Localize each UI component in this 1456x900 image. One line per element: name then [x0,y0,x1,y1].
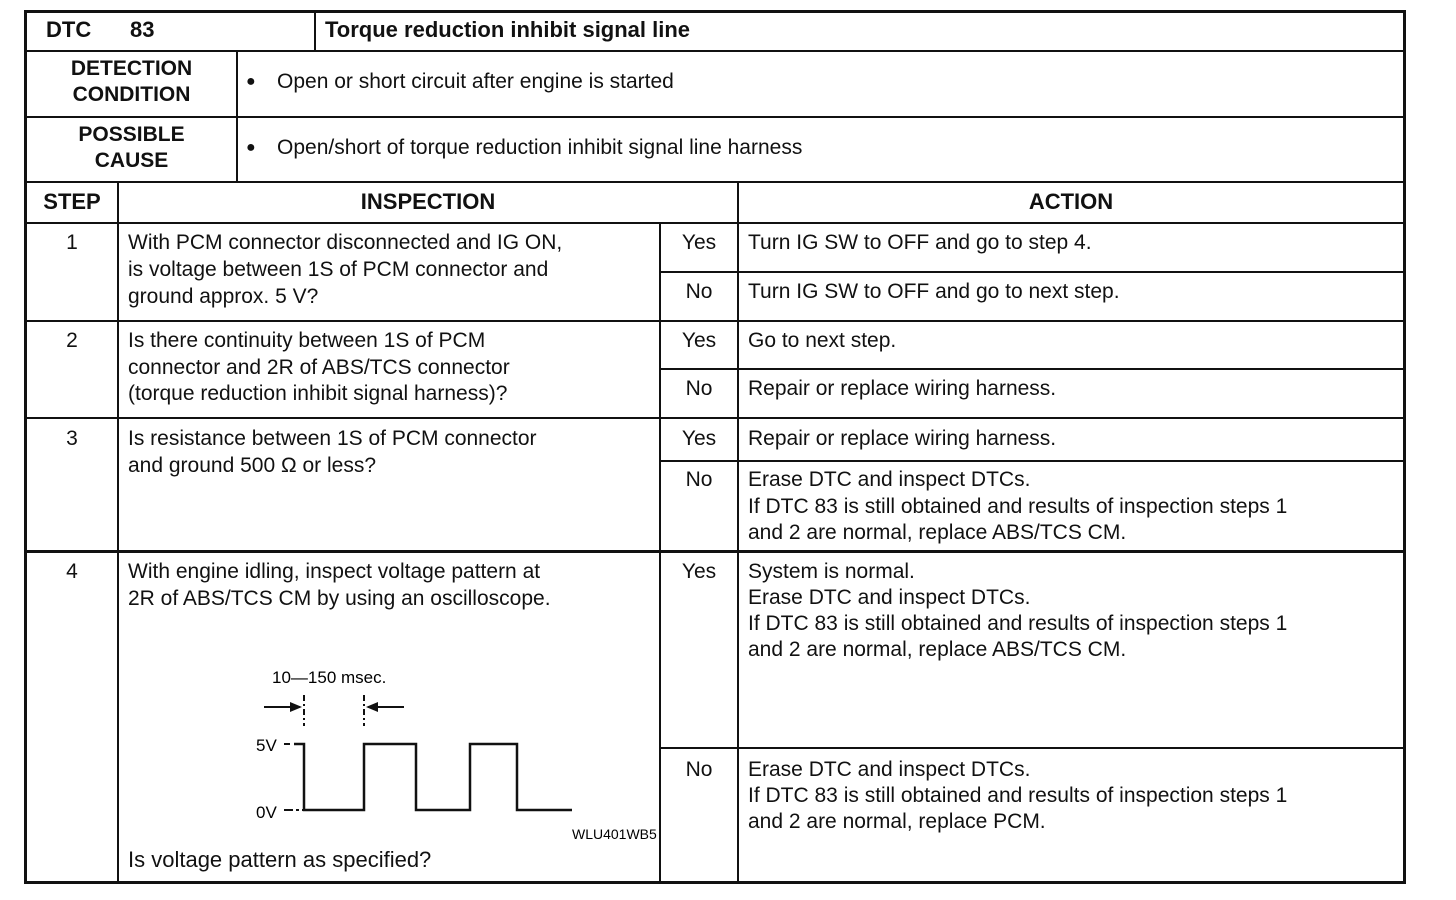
rule [737,183,739,883]
yes-label: Yes [681,231,717,254]
frame-right [1403,10,1406,884]
header-divider [314,10,316,51]
square-wave [294,744,572,810]
cause-text: Open/short of torque reduction inhibit signal line harness [277,136,803,159]
yes-action-line: Erase DTC and inspect DTCs. [748,586,1031,609]
dtc-table [24,10,1406,884]
rule [659,460,1406,462]
step-inspection-line: (torque reduction inhibit signal harness)? [128,382,508,405]
step-inspection-line: Is resistance between 1S of PCM connector [128,427,537,450]
no-label: No [685,280,713,303]
step-inspection-line: Is there continuity between 1S of PCM [128,329,486,352]
col-action-header: ACTION [1028,189,1114,214]
cause-label-line2: CAUSE [94,149,169,172]
rule [24,550,1406,553]
rule [659,368,1406,370]
no-action-line: Erase DTC and inspect DTCs. [748,758,1031,781]
no-action-line: Repair or replace wiring harness. [748,377,1057,400]
col-step-header: STEP [43,189,101,214]
no-action-line: If DTC 83 is still obtained and results of inspection steps 1 [748,495,1288,518]
rule [24,116,1406,118]
rule [24,50,1406,52]
period-label: 10—150 msec. [272,668,387,687]
step-question: Is voltage pattern as specified? [128,847,432,872]
col-inspection-header: INSPECTION [360,189,496,214]
rule [659,271,1406,273]
step-inspection-line: With PCM connector disconnected and IG ON, [128,231,563,254]
rule [24,417,1406,419]
yes-label: Yes [681,427,717,450]
rule [24,181,1406,183]
figure-id: WLU401WB5 [572,826,657,840]
no-label: No [685,758,713,781]
frame-bottom [24,881,1406,884]
cause-bullet: ● [246,139,256,156]
rule [24,320,1406,322]
cause-label-line1: POSSIBLE [78,123,185,146]
no-action-line: and 2 are normal, replace PCM. [748,810,1046,833]
detection-label-line1: DETECTION [70,57,193,80]
yes-action-line: If DTC 83 is still obtained and results of inspection steps 1 [748,612,1288,635]
no-action-line: Turn IG SW to OFF and go to next step. [748,280,1120,303]
step-number: 1 [66,231,78,254]
no-label: No [685,377,713,400]
dtc-code: 83 [130,17,155,42]
step-number: 4 [66,560,78,583]
rule [117,183,119,883]
step-inspection-line: 2R of ABS/TCS CM by using an oscilloscope. [128,587,551,610]
step-inspection-line: is voltage between 1S of PCM connector and [128,258,549,281]
no-label: No [685,468,713,491]
detection-text: Open or short circuit after engine is started [277,70,674,93]
detection-bullet: ● [246,73,256,90]
rule [24,222,1406,224]
frame-top [24,10,1406,13]
yes-action-line: Go to next step. [748,329,897,352]
dtc-title: Torque reduction inhibit signal line [325,17,691,42]
yes-label: Yes [681,560,717,583]
step-number: 2 [66,329,78,352]
step-number: 3 [66,427,78,450]
yes-label: Yes [681,329,717,352]
yes-action-line: System is normal. [748,560,915,583]
step-inspection-line: and ground 500 Ω or less? [128,454,377,477]
step-inspection-line: ground approx. 5 V? [128,285,319,308]
step-inspection-line: With engine idling, inspect voltage pattern at [128,560,541,583]
yes-action-line: and 2 are normal, replace ABS/TCS CM. [748,638,1127,661]
low-level-label: 0V [256,803,277,822]
detection-label-line2: CONDITION [72,83,191,106]
high-level-label: 5V [256,736,277,755]
voltage-waveform-figure [204,660,664,840]
no-action-line: If DTC 83 is still obtained and results of inspection steps 1 [748,784,1288,807]
yes-action-line: Turn IG SW to OFF and go to step 4. [748,231,1092,254]
rule [659,747,1406,749]
no-action-line: and 2 are normal, replace ABS/TCS CM. [748,521,1127,544]
dtc-label: DTC [46,17,92,42]
no-action-line: Erase DTC and inspect DTCs. [748,468,1031,491]
yes-action-line: Repair or replace wiring harness. [748,427,1057,450]
step-inspection-line: connector and 2R of ABS/TCS connector [128,356,510,379]
